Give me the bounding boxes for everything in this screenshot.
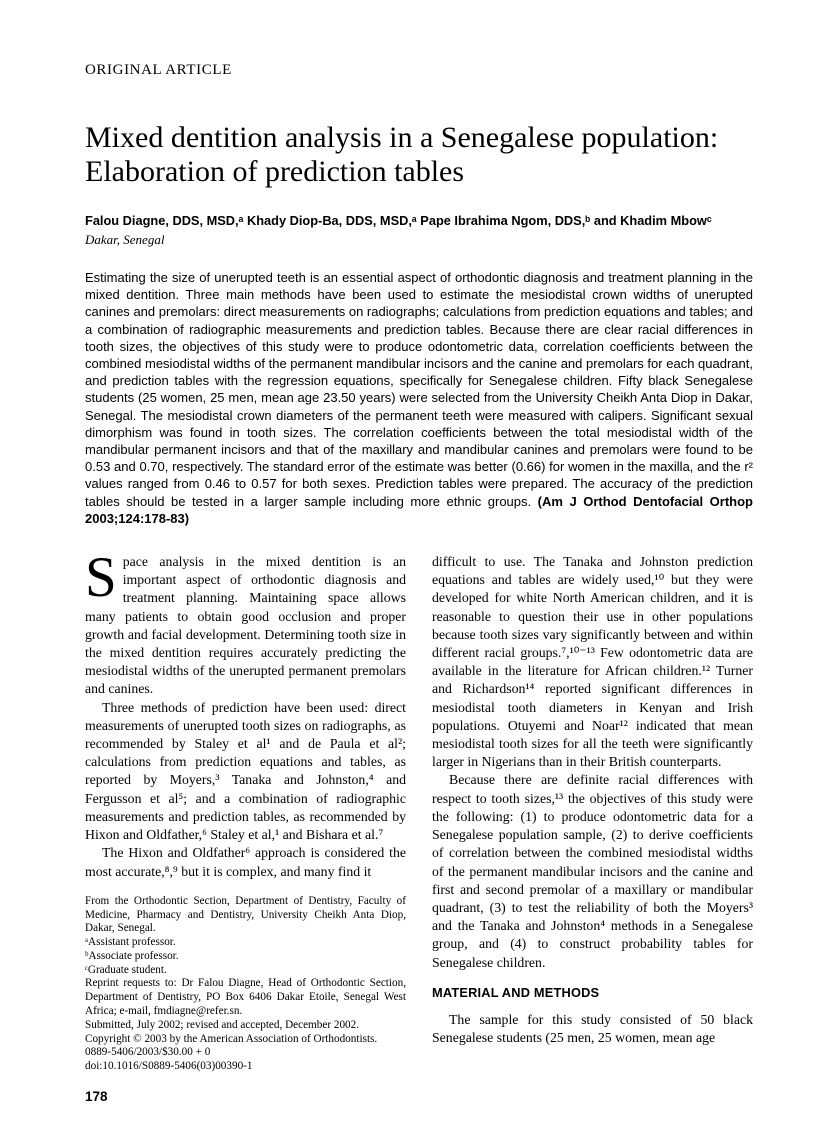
footnote-issn-price: 0889-5406/2003/$30.00 + 0 (85, 1046, 211, 1059)
footnote-author-c: ᶜGraduate student. (85, 963, 167, 976)
right-column (432, 553, 753, 1106)
footnote-reprint-requests: Reprint requests to: Dr Falou Diagne, Head of Orthodontic Section, Department of Dentistry, PO Box 6406 Dakar Etoile, Senegal West Africa; e-mail, fmdiagne@refer.sn. (85, 977, 406, 1018)
abstract (85, 269, 753, 527)
footnote-author-b: ᵇAssociate professor. (85, 949, 179, 962)
footnote-author-a: ᵃAssistant professor. (85, 936, 176, 949)
footnote-doi: doi:10.1016/S0889-5406(03)00390-1 (85, 1060, 253, 1073)
body-paragraph: Because there are definite racial differences with respect to tooth sizes,¹³ the objectives of this study were the following: (1) to produce odontometric data for a Senegalese population sample, (2) to derive coefficients of correlation between the combined mesiodistal widths of the permanent mandibular incisors and the canine and first and second premolar of a maxillary or mandibular quadrant, (3) to test the reliability of both the Moyers³ and the Tanaka and Johnston⁴ methods in a Senegalese group, and (4) to construct probability tables for Senegalese children. (432, 772, 753, 970)
abstract-text: Estimating the size of unerupted teeth is an essential aspect of orthodontic diagnosis and treatment planning in the mixed dentition. Three main methods have been used to estimate the mesiodistal crown widths of unerupted canines and premolars: direct measurements on radiographs; calculations from prediction equations and tables; and a combination of radiographic measurements and prediction tables. Because there are clear racial differences in tooth sizes, the objectives of this study were to produce odontometric data, correlation coefficients between the combined mesiodistal widths of the permanent mandibular incisors and the canine and premolars for each quadrant, and prediction tables with the regression equations, specifically for Senegalese children. Fifty black Senegalese students (25 women, 25 men, mean age 23.50 years) were selected from the University Cheikh Anta Diop in Dakar, Senegal. The mesiodistal crown diameters of the permanent teeth were measured with calipers. Significant sexual dimorphism was found in tooth sizes. The correlation coefficients between the total mesiodistal width of the mandibular permanent incisors and that of the maxillary and mandibular canines and premolars were found to be 0.53 and 0.70, respectively. The standard error of the estimate was better (0.66) for women in the maxilla, and the r² values ranged from 0.46 to 0.57 for both sexes. Prediction tables were prepared. The accuracy of the prediction tables should be tested in a larger sample including more ethnic groups. (85, 270, 753, 509)
paragraph-text: pace analysis in the mixed dentition is an important aspect of orthodontic diagnosis and treatment planning. Maintaining space allows many patients to obtain good occlusion and proper growth and facial development. Determining tooth size in the mixed dentition requires accurately predicting the mesiodistal widths of the unerupted permanent premolars and canines. (85, 554, 406, 697)
journal-citation: (Am J Orthod Dentofacial Orthop 2003;124:178-83) (85, 493, 753, 526)
footnote-submission-dates: Submitted, July 2002; revised and accepted, December 2002. (85, 1018, 360, 1031)
body-paragraph: The sample for this study consisted of 50 black Senegalese students (25 men, 25 women, mean age (432, 1011, 753, 1046)
footnotes (85, 895, 406, 1074)
page-number: 178 (85, 1089, 108, 1105)
left-column (85, 546, 406, 1106)
body-paragraph: The Hixon and Oldfather⁶ approach is considered the most accurate,⁸,⁹ but it is complex, and many find it (85, 845, 406, 879)
article-title: Mixed dentition analysis in a Senegalese population: Elaboration of prediction tables (85, 121, 719, 188)
article-type-label: ORIGINAL ARTICLE (85, 62, 232, 78)
drop-cap: S (85, 546, 117, 610)
body-columns (85, 546, 753, 1106)
footnote-copyright: Copyright © 2003 by the American Association of Orthodontists. (85, 1032, 378, 1045)
footnote-affiliation: From the Orthodontic Section, Department of Dentistry, Faculty of Medicine, Pharmacy and Dentistry, University Cheikh Anta Diop, Dakar, Senegal. (85, 894, 406, 935)
body-paragraph: Three methods of prediction have been used: direct measurements of unerupted tooth sizes on radiographs, as recommended by Staley et al¹ and de Paula et al²; calculations from prediction equations and tables, as reported by Moyers,³ Tanaka and Johnston,⁴ and Fergusson et al⁵; and a combination of radiographic measurements and prediction tables, as recommended by Hixon and Oldfather,⁶ Staley et al,¹ and Bishara et al.⁷ (85, 699, 406, 843)
affiliation-line: Dakar, Senegal (85, 232, 165, 247)
section-heading-material-and-methods: MATERIAL AND METHODS (432, 984, 600, 1000)
body-paragraph: difficult to use. The Tanaka and Johnston prediction equations and tables are widely used,¹⁰ but they were developed for white North American children, and it is reasonable to question their use in other populations because tooth sizes vary significantly between and within different racial groups.⁷,¹⁰⁻¹³ Few odontometric data are available in the literature for African children.¹² Turner and Richardson¹⁴ reported significant differences in mesiodistal tooth diameters in Kenyan and Irish populations. Otuyemi and Noar¹² indicated that mean mesiodistal tooth sizes for all the teeth were significantly larger in Nigerians than in their British counterparts. (432, 554, 753, 770)
body-paragraph (85, 546, 406, 699)
author-line: Falou Diagne, DDS, MSD,ᵃ Khady Diop-Ba, DDS, MSD,ᵃ Pape Ibrahima Ngom, DDS,ᵇ and Khadim Mbowᶜ (85, 213, 712, 228)
